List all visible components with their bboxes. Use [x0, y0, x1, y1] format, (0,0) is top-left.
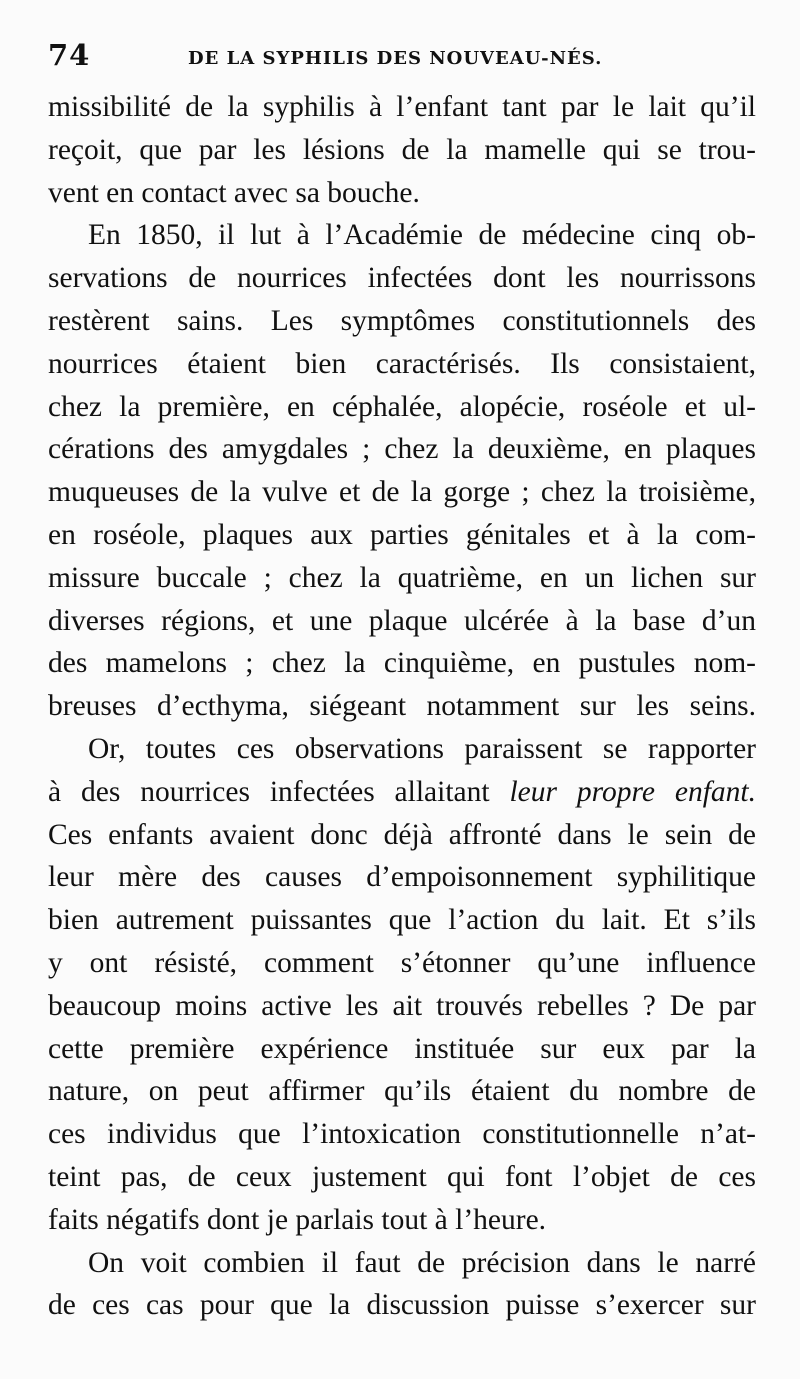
- running-head: DE LA SYPHILIS DES NOUVEAU-NÉS.: [188, 48, 603, 69]
- text-line: muqueuses de la vulve et de la gorge ; chez la troisième,: [48, 476, 756, 509]
- text-line-with-italic: [48, 771, 756, 814]
- text-line: nature, on peut affirmer qu’ils étaient du nombre de: [48, 1075, 756, 1108]
- text-line: y ont résisté, comment s’étonner qu’une influence: [48, 946, 756, 979]
- text-line: leur mère des causes d’empoisonnement syphilitique: [48, 861, 756, 894]
- text-line: vent en contact avec sa bouche.: [48, 176, 420, 209]
- text-line: En 1850, il lut à l’Académie de médecine cinq ob-: [88, 219, 756, 252]
- text-line: reçoit, que par les lésions de la mamelle qui se trou-: [48, 133, 756, 166]
- paragraph-2: [48, 214, 756, 728]
- text-line: beaucoup moins active les ait trouvés rebelles ? De par: [48, 989, 756, 1022]
- italic-emphasis: leur propre enfant.: [509, 775, 756, 808]
- body-text: [48, 86, 756, 1327]
- paragraph-4: [48, 1242, 756, 1328]
- text-line: cérations des amygdales ; chez la deuxième, en plaques: [48, 433, 756, 466]
- page-number: 74: [48, 38, 91, 72]
- text-line: teint pas, de ceux justement qui font l’objet de ces: [48, 1160, 756, 1193]
- text-line: nourrices étaient bien caractérisés. Ils consistaient,: [48, 347, 756, 380]
- text-line: chez la première, en céphalée, alopécie, roséole et ul-: [48, 390, 756, 423]
- paragraph-3: [48, 728, 756, 1242]
- text-line: en roséole, plaques aux parties génitales et à la com-: [48, 518, 756, 551]
- text-line: faits négatifs dont je parlais tout à l’heure.: [48, 1203, 547, 1236]
- text-line: ces individus que l’intoxication constitutionnelle n’at-: [48, 1118, 756, 1151]
- text-line: diverses régions, et une plaque ulcérée à la base d’un: [48, 604, 756, 637]
- text-line: missure buccale ; chez la quatrième, en un lichen sur: [48, 561, 756, 594]
- text-line: Or, toutes ces observations paraissent se rapporter: [88, 732, 756, 765]
- text-line: cette première expérience instituée sur eux par la: [48, 1032, 756, 1065]
- paragraph-1: [48, 86, 756, 214]
- text-line: servations de nourrices infectées dont les nourrissons: [48, 262, 756, 295]
- text-line: breuses d’ecthyma, siégeant notamment sur les seins.: [48, 690, 756, 723]
- page-header: [48, 38, 760, 82]
- text-line: Ces enfants avaient donc déjà affronté dans le sein de: [48, 818, 756, 851]
- text-line: des mamelons ; chez la cinquième, en pustules nom-: [48, 647, 756, 680]
- text-segment: à des nourrices infectées allaitant: [48, 775, 510, 808]
- text-line: On voit combien il faut de précision dans le narré: [88, 1246, 756, 1279]
- text-line: missibilité de la syphilis à l’enfant tant par le lait qu’il: [48, 91, 756, 123]
- text-line: bien autrement puissantes que l’action du lait. Et s’ils: [48, 904, 756, 937]
- text-line: restèrent sains. Les symptômes constitutionnels des: [48, 304, 756, 337]
- text-line: de ces cas pour que la discussion puisse s’exercer sur: [48, 1289, 756, 1322]
